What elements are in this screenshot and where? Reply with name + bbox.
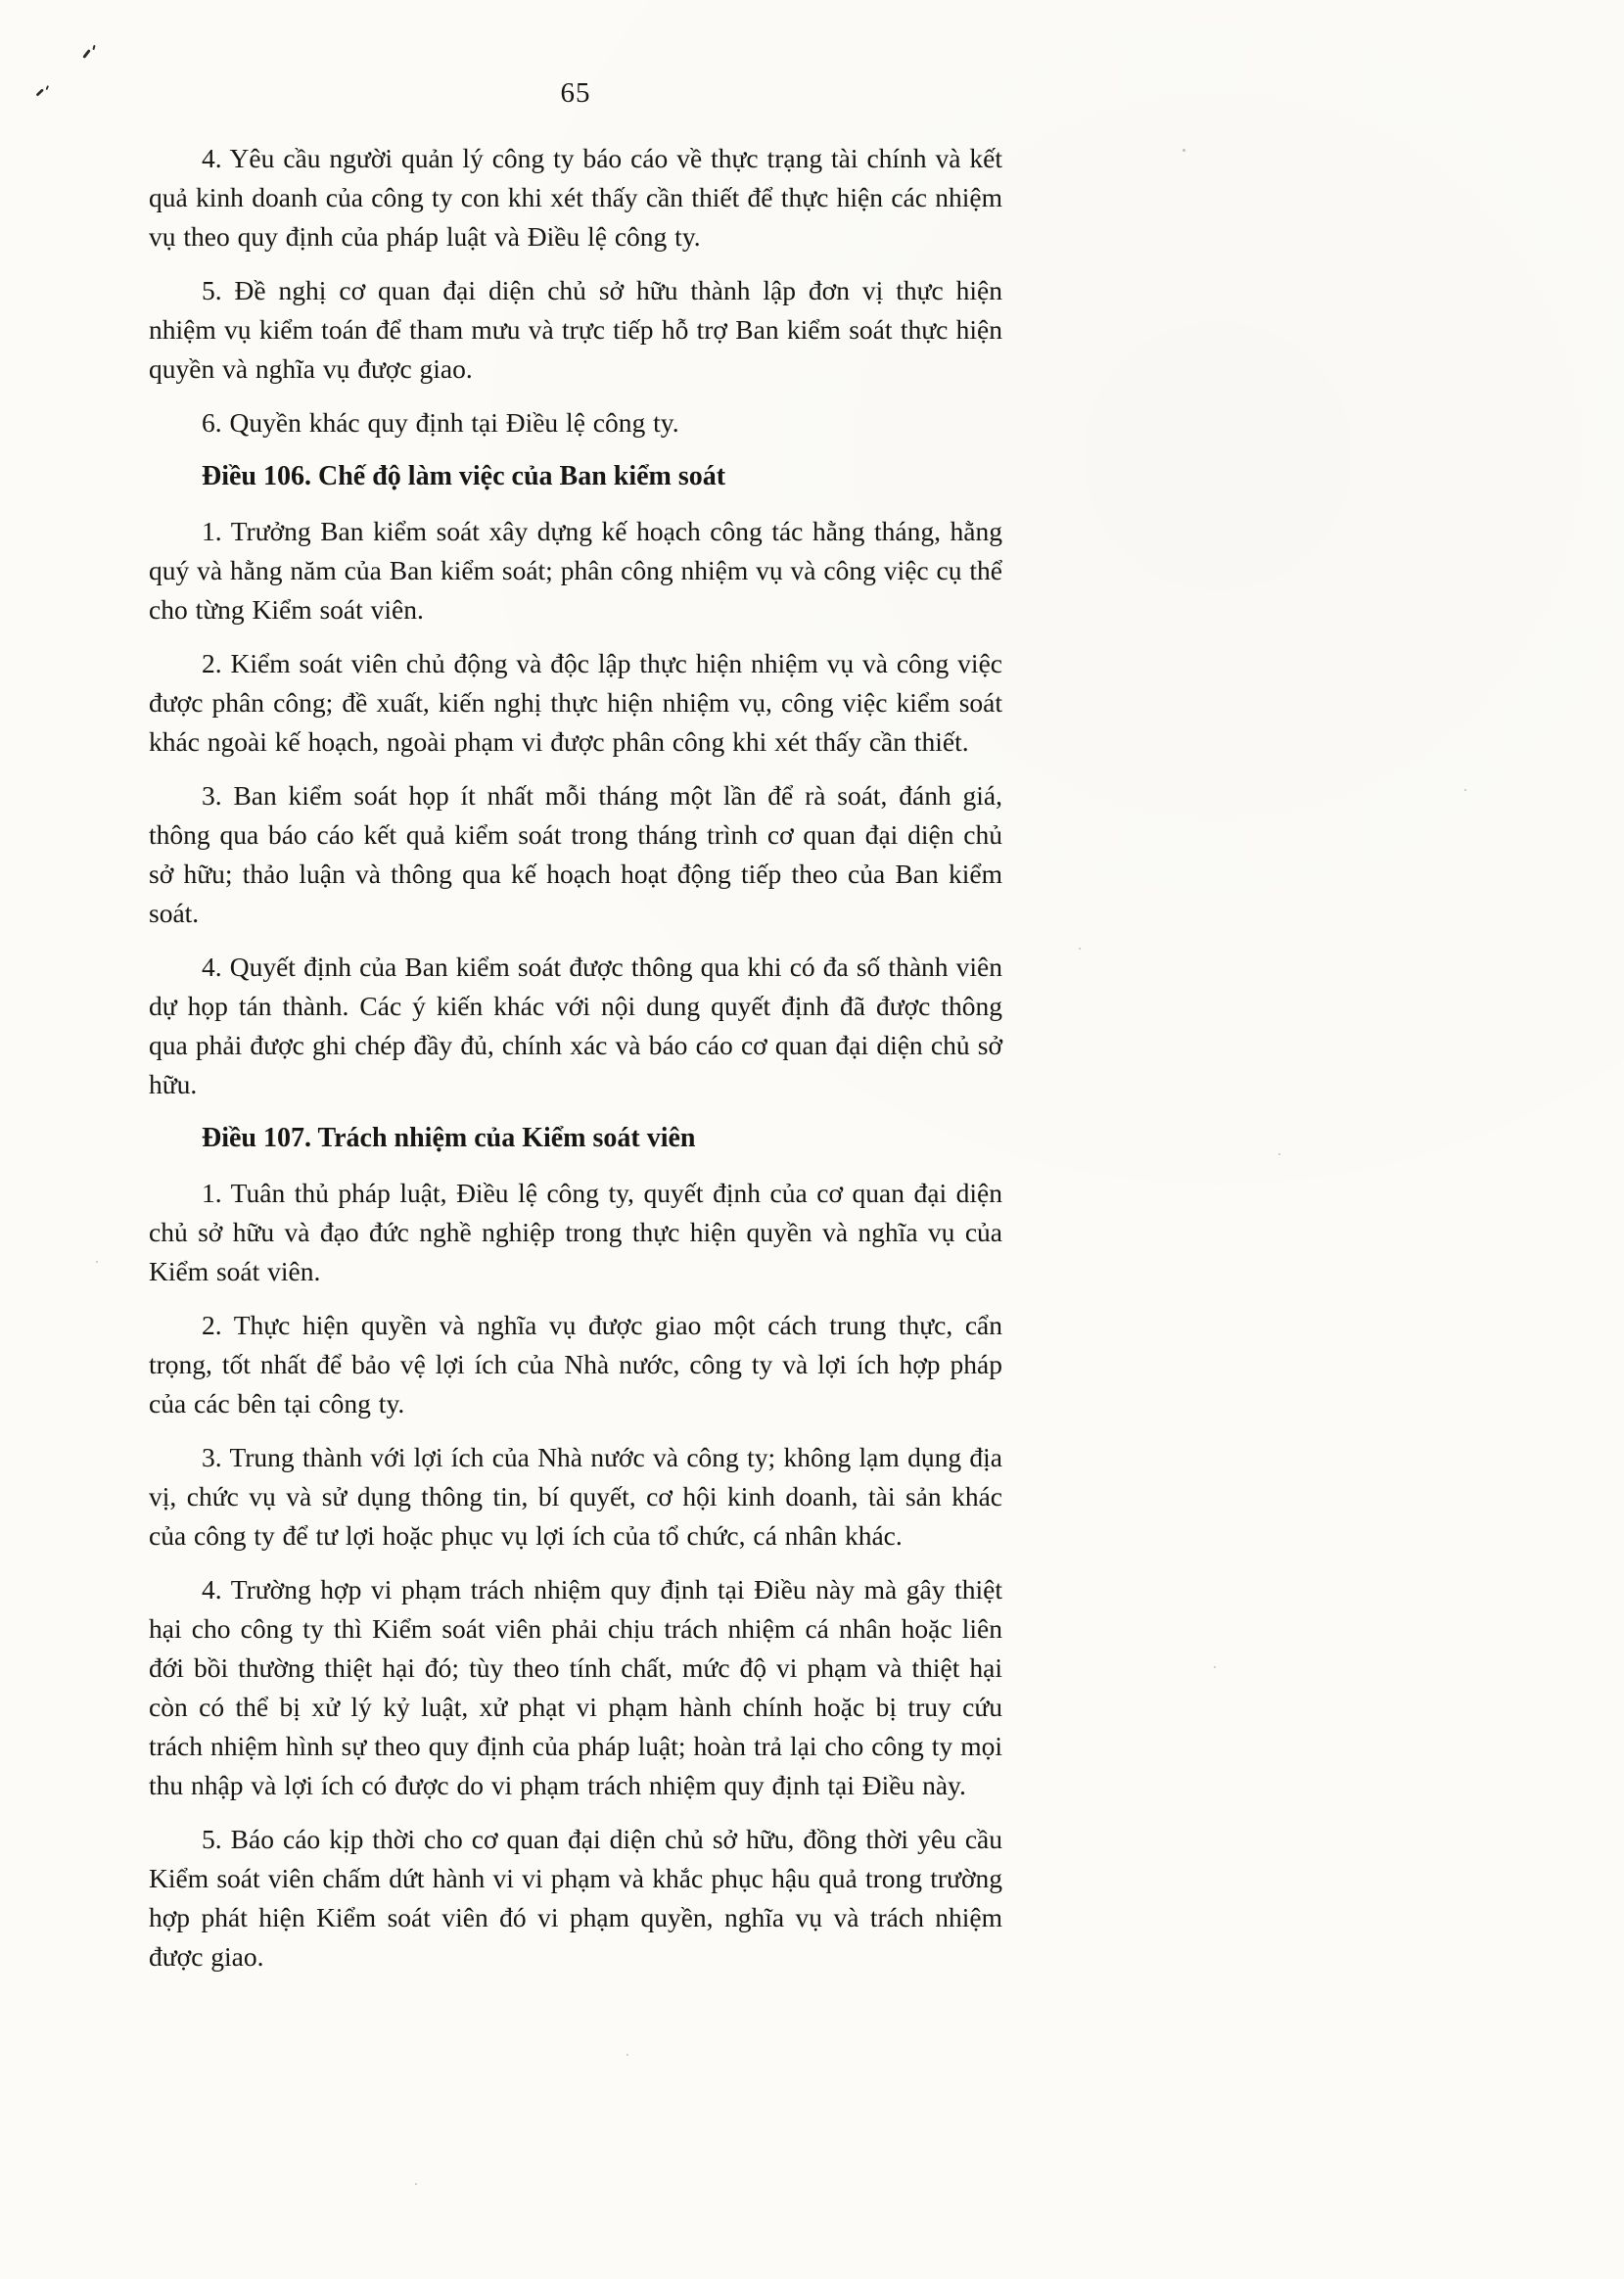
scan-speck bbox=[1079, 948, 1081, 950]
paragraph-clause: 3. Trung thành với lợi ích của Nhà nước và công ty; không lạm dụng địa vị, chức vụ và sử dụng thông tin, bí quyết, cơ hội kinh doanh, tài sản khác của công ty để tư lợi hoặc phục vụ lợi ích của tổ chức, cá nhân khác. bbox=[149, 1442, 1002, 1551]
paragraph-clause: 2. Thực hiện quyền và nghĩa vụ được giao một cách trung thực, cẩn trọng, tốt nhất để bảo vệ lợi ích của Nhà nước, công ty và lợi ích hợp pháp của các bên tại công ty. bbox=[149, 1310, 1002, 1419]
paragraph-clause: 4. Yêu cầu người quản lý công ty báo cáo về thực trạng tài chính và kết quả kinh doanh của công ty con khi xét thấy cần thiết để thực hiện các nhiệm vụ theo quy định của pháp luật và Điều lệ công ty. bbox=[149, 143, 1002, 252]
scan-artifact-mark bbox=[35, 84, 51, 100]
scan-speck bbox=[1214, 1666, 1216, 1668]
paragraph-clause: 6. Quyền khác quy định tại Điều lệ công ty. bbox=[202, 407, 679, 438]
scan-artifact-mark bbox=[82, 45, 98, 61]
scan-speck bbox=[1278, 1153, 1280, 1155]
article-heading-dieu-106: Điều 106. Chế độ làm việc của Ban kiểm soát bbox=[202, 461, 726, 491]
document-content bbox=[149, 76, 1002, 1991]
scan-speck bbox=[1183, 149, 1185, 152]
scan-speck bbox=[96, 1261, 98, 1263]
paragraph-clause: 1. Tuân thủ pháp luật, Điều lệ công ty, quyết định của cơ quan đại diện chủ sở hữu và đạo đức nghề nghiệp trong thực hiện quyền và nghĩa vụ của Kiểm soát viên. bbox=[149, 1178, 1002, 1286]
paragraph-clause: 5. Báo cáo kịp thời cho cơ quan đại diện chủ sở hữu, đồng thời yêu cầu Kiểm soát viên chấm dứt hành vi vi phạm và khắc phục hậu quả trong trường hợp phát hiện Kiểm soát viên đó vi phạm quyền, nghĩa vụ và trách nhiệm được giao. bbox=[149, 1824, 1002, 1972]
scan-speck bbox=[626, 2054, 628, 2056]
paragraph-clause: 4. Quyết định của Ban kiểm soát được thông qua khi có đa số thành viên dự họp tán thành. Các ý kiến khác với nội dung quyết định đã được thông qua phải được ghi chép đầy đủ, chính xác và báo cáo cơ quan đại diện chủ sở hữu. bbox=[149, 952, 1002, 1099]
scan-speck bbox=[415, 2183, 417, 2185]
paragraph-clause: 1. Trưởng Ban kiểm soát xây dựng kế hoạch công tác hằng tháng, hằng quý và hằng năm của Ban kiểm soát; phân công nhiệm vụ và công việc cụ thể cho từng Kiểm soát viên. bbox=[149, 516, 1002, 625]
paragraph-clause: 4. Trường hợp vi phạm trách nhiệm quy định tại Điều này mà gây thiệt hại cho công ty thì Kiểm soát viên phải chịu trách nhiệm cá nhân hoặc liên đới bồi thường thiệt hại đó; tùy theo tính chất, mức độ vi phạm và thiệt hại còn có thể bị xử lý kỷ luật, xử phạt vi phạm hành chính hoặc bị truy cứu trách nhiệm hình sự theo quy định của pháp luật; hoàn trả lại cho công ty mọi thu nhập và lợi ích có được do vi phạm trách nhiệm quy định tại Điều này. bbox=[149, 1574, 1002, 1800]
paragraph-clause: 3. Ban kiểm soát họp ít nhất mỗi tháng một lần để rà soát, đánh giá, thông qua báo cáo kết quả kiểm soát trong tháng trình cơ quan đại diện chủ sở hữu; thảo luận và thông qua kế hoạch hoạt động tiếp theo của Ban kiểm soát. bbox=[149, 780, 1002, 928]
page-number: 65 bbox=[560, 77, 591, 109]
scan-speck bbox=[1464, 789, 1466, 791]
article-heading-dieu-107: Điều 107. Trách nhiệm của Kiểm soát viên bbox=[202, 1123, 696, 1153]
paragraph-clause: 2. Kiểm soát viên chủ động và độc lập thực hiện nhiệm vụ và công việc được phân công; đề xuất, kiến nghị thực hiện nhiệm vụ, công việc kiểm soát khác ngoài kế hoạch, ngoài phạm vi được phân công khi xét thấy cần thiết. bbox=[149, 648, 1002, 757]
paragraph-clause: 5. Đề nghị cơ quan đại diện chủ sở hữu thành lập đơn vị thực hiện nhiệm vụ kiểm toán để tham mưu và trực tiếp hỗ trợ Ban kiểm soát thực hiện quyền và nghĩa vụ được giao. bbox=[149, 275, 1002, 384]
